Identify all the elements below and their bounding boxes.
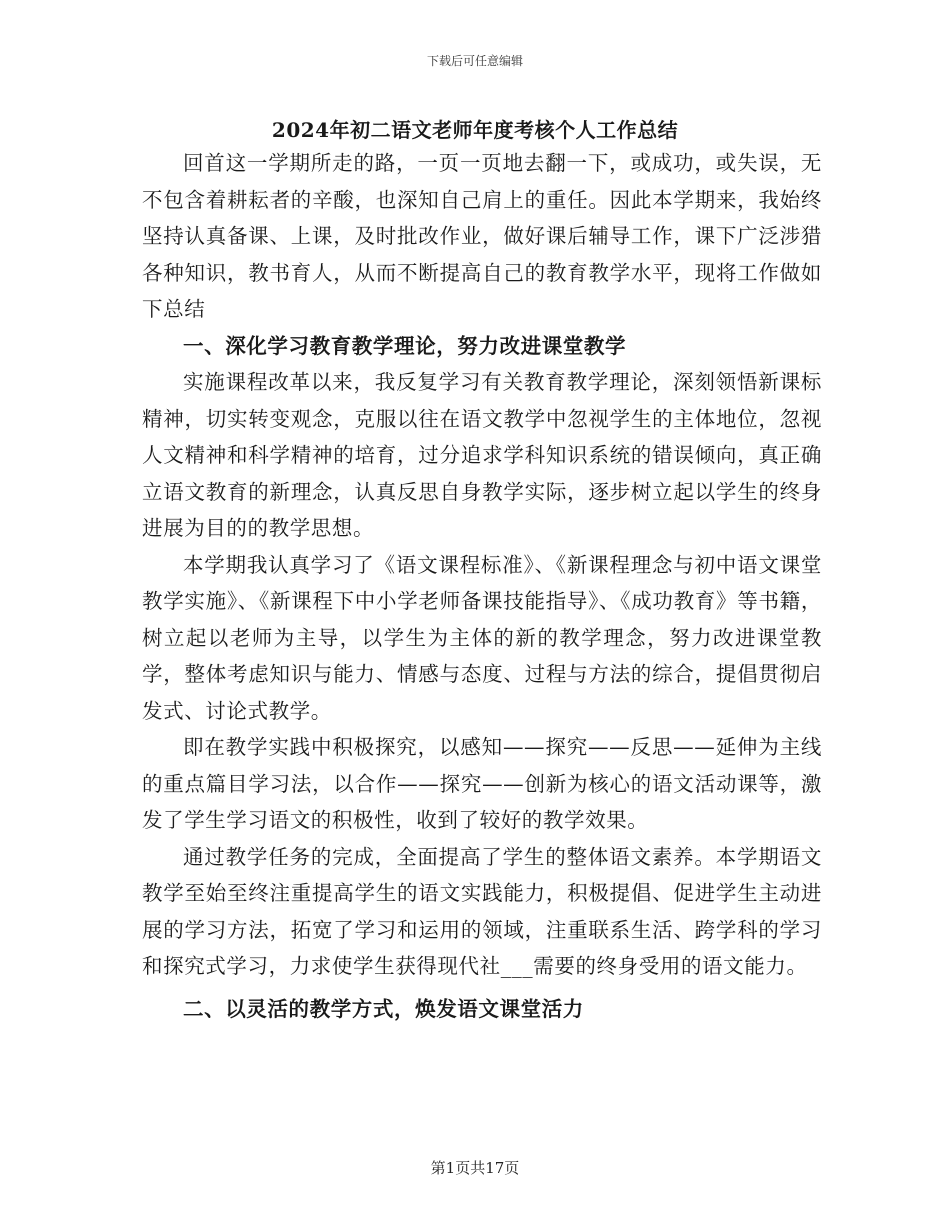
section-heading-1: 一、深化学习教育教学理论，努力改进课堂教学 [183, 333, 627, 358]
body-paragraph: 通过教学任务的完成，全面提高了学生的整体语文素养。本学期语文教学至始至终注重提高学生的语文实践能力，积极提倡、促进学生主动进展的学习方法，拓宽了学习和运用的领域，注重联系生活、跨学科的学习和探究式学习，力求使学生获得现代社___需要的终身受用的语文能力。 [142, 844, 822, 978]
header-note: 下载后可任意编辑 [426, 54, 523, 68]
intro-paragraph: 回首这一学期所走的路，一页一页地去翻一下，或成功，或失误，无不包含着耕耘者的辛酸，也深知自己肩上的重任。因此本学期来，我始终坚持认真备课、上课，及时批改作业，做好课后辅导工作，课下广泛涉猎各种知识，教书育人，从而不断提高自己的教育教学水平，现将工作做如下总结 [142, 151, 822, 321]
document-body [142, 145, 822, 1027]
body-paragraph: 即在教学实践中积极探究，以感知——探究——反思——延伸为主线的重点篇目学习法，以合作——探究——创新为核心的语文活动课等，激发了学生学习语文的积极性，收到了较好的教学效果。 [142, 735, 822, 832]
body-paragraph: 本学期我认真学习了《语文课程标准》、《新课程理念与初中语文课堂教学实施》、《新课程下中小学老师备课技能指导》、《成功教育》等书籍，树立起以老师为主导，以学生为主体的新的教学理念，努力改进课堂教学，整体考虑知识与能力、情感与态度、过程与方法的综合，提倡贯彻启发式、讨论式教学。 [142, 552, 822, 723]
page-footer: 第1页共17页 [430, 1159, 520, 1177]
body-paragraph: 实施课程改革以来，我反复学习有关教育教学理论，深刻领悟新课标精神，切实转变观念，克服以往在语文教学中忽视学生的主体地位，忽视人文精神和科学精神的培育，过分追求学科知识系统的错误倾向，真正确立语文教育的新理念，认真反思自身教学实际，逐步树立起以学生的终身进展为目的的教学思想。 [142, 370, 822, 540]
section-heading-2: 二、以灵活的教学方式，焕发语文课堂活力 [183, 996, 584, 1021]
document-title: 2024年初二语文老师年度考核个人工作总结 [271, 118, 679, 142]
